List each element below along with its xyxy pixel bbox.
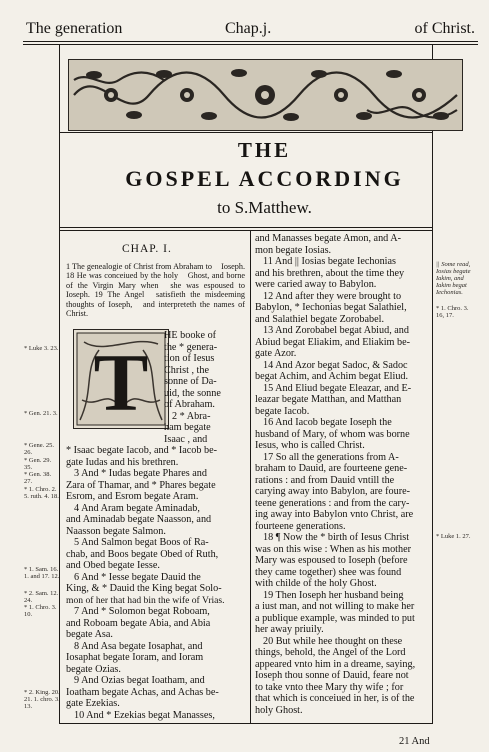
foot-rule: [60, 723, 432, 724]
text-line: and Obed begate Iesse.: [66, 560, 160, 571]
summary-line: Ioseph. 18 He was conceiued by the holy: [66, 262, 245, 281]
text-line: and Manasses begate Amon, and A-: [255, 233, 401, 244]
text-line: 2 * Abra-: [172, 410, 211, 422]
text-line: Iesus, who is called Christ.: [255, 440, 365, 451]
floral-ornament-icon: [69, 60, 462, 130]
chapter-heading: CHAP. I.: [122, 243, 172, 255]
margin-note: * 1. Chro. 3. 16, 17.: [436, 305, 469, 319]
text-line: they came together) shee was found: [255, 566, 402, 578]
text-line: Ioseph thou sonne of Dauid, feare not: [255, 670, 409, 681]
summary-line: she was espoused to Ioseph. 19 The Angel: [66, 280, 245, 300]
margin-note: * 1. Chro. 3. 10.: [24, 604, 57, 618]
text-line: were caried away to Babylon.: [255, 279, 377, 290]
margin-note: * 2. Sam. 12. 24.: [24, 590, 59, 604]
ornamental-headpiece: [68, 59, 463, 131]
running-head-left: The generation: [26, 20, 123, 37]
initial-letter: T: [93, 337, 149, 428]
text-line: was on this wise : When as his mother: [255, 543, 412, 555]
text-line: Isaac , and: [164, 433, 208, 445]
text-line: ing away into Babylon vnto Christ, are: [255, 509, 414, 520]
text-line: begate Ozias.: [66, 663, 121, 675]
text-line: mon of her that had bin the wife of Vrias.: [66, 594, 225, 606]
text-line: Iosaphat begate Ioram, and Ioram: [66, 652, 204, 663]
catchword: 21 And: [399, 736, 430, 747]
title-rule-bottom: [60, 227, 432, 228]
margin-note: * Gen. 21. 3.: [24, 410, 58, 417]
text-line: 8 And Asa begate Iosaphat, and: [74, 640, 203, 652]
head-rule: [23, 41, 478, 42]
text-line: 14 And Azor begat Sadoc, & Sadoc: [263, 359, 408, 371]
margin-note: * Gen. 29. 35.: [24, 457, 52, 471]
text-line: Abiud begat Eliakim, and Eliakim be-: [255, 336, 411, 348]
chapter-summary: [66, 262, 245, 318]
outer-rule-left: [59, 44, 60, 724]
text-line: Esrom, and Esrom begate Aram.: [66, 491, 199, 502]
margin-note: * 1. Chro. 2. 5. ruth. 4. 18.: [24, 486, 59, 500]
text-line: * Isaac begate Iacob, and * Iacob be-: [66, 445, 218, 456]
text-line: Babylon, * Iechonias begat Salathiel,: [255, 302, 407, 313]
text-line: and his brethren, about the time they: [255, 267, 405, 279]
text-line: gate Iudas and his brethren.: [66, 456, 179, 468]
text-line: and Aminadab begate Naasson, and: [66, 514, 212, 525]
margin-note: * Luke 3. 23.: [24, 345, 59, 352]
text-line: and Roboam begate Abia, and Abia: [66, 617, 211, 629]
summary-line: and interpreteth the names of Christ.: [66, 299, 246, 319]
text-line: ham begate: [164, 422, 211, 433]
head-rule-2: [23, 44, 478, 45]
text-line: 16 And Iacob begate Ioseph the: [263, 417, 392, 428]
text-line: 9 And Ozias begat Ioatham, and: [74, 675, 205, 686]
text-line: begate Iacob.: [255, 405, 310, 417]
text-line: chab, and Boos begate Obed of Ruth,: [66, 548, 219, 560]
title-line-matthew: to S.Matthew.: [217, 198, 312, 217]
text-line: mon begate Iosias.: [255, 244, 332, 256]
text-line: sonne of Da-: [164, 376, 217, 387]
title-rule-top: [60, 132, 432, 133]
text-line: husband of Mary, of whom was borne: [255, 428, 410, 440]
text-line: rations : and from Dauid vntill the: [255, 474, 395, 486]
summary-line: satisfieth the misdeeming thoughts of Ioseph,: [66, 290, 246, 309]
text-line: 6 And * Iesse begate Dauid the: [74, 571, 201, 583]
text-line: 4 And Aram begate Aminadab,: [74, 502, 200, 514]
text-line: Ioatham begate Achas, and Achas be-: [66, 686, 219, 698]
margin-note: * 2. King. 20. 21. 1. chro. 3. 13.: [24, 689, 60, 710]
text-line: 18 ¶ Now the * birth of Iesus Christ: [263, 532, 410, 543]
running-head-right: of Christ.: [414, 20, 475, 37]
text-line: her away priuily.: [255, 624, 324, 635]
text-line: 3 And * Iudas begate Phares and: [74, 468, 207, 479]
text-line: 12 And after they were brought to: [263, 290, 402, 302]
text-line: of Abraham.: [164, 399, 215, 410]
text-line: holy Ghost.: [255, 704, 303, 716]
text-line: appeared vnto him in a dreame, saying,: [255, 658, 416, 670]
text-line: braham to Dauid, are fourteene gene-: [255, 463, 408, 474]
text-line: leazar begate Matthan, and Matthan: [255, 394, 402, 405]
text-line: a iust man, and not willing to make her: [255, 601, 415, 612]
text-line: with childe of the holy Ghost.: [255, 578, 377, 589]
margin-note: * Gen. 38. 27.: [24, 471, 52, 485]
text-line: tion of Iesus: [164, 353, 215, 364]
margin-note: * Luke 1. 27.: [436, 533, 471, 540]
text-line: 11 And || Iosias begate Iechonias: [263, 256, 396, 267]
title-line-gospel-according: GOSPEL ACCORDING: [125, 166, 404, 191]
left-column-text: [66, 330, 246, 721]
text-line: 15 And Eliud begate Eleazar, and E-: [263, 382, 412, 394]
summary-line: Ghost, and borne of the Virgin Mary when: [66, 271, 246, 290]
text-line: Christ , the: [164, 364, 209, 376]
text-line: uid, the sonne: [164, 387, 221, 399]
text-line: begate Asa.: [66, 629, 113, 640]
text-line: gate Azor.: [255, 348, 297, 359]
text-line: fourteene generations.: [255, 520, 346, 532]
text-line: gate Ezekias.: [66, 698, 120, 709]
text-line: HE booke of: [164, 330, 217, 341]
text-line: to take vnto thee Mary thy wife ; for: [255, 681, 404, 693]
text-line: 5 And Salmon begat Boos of Ra-: [74, 537, 209, 548]
text-line: carying away into Babylon, are foure-: [255, 486, 411, 497]
title-rule-bottom-2: [60, 230, 432, 231]
summary-line: 1 The genealogie of Christ from Abraham to: [66, 262, 213, 271]
running-head-center: Chap.j.: [225, 20, 272, 37]
column-rule: [250, 231, 251, 724]
text-line: things, behold, the Angel of the Lord: [255, 647, 406, 658]
margin-note: * Gene. 25. 26.: [24, 442, 54, 456]
text-line: 7 And * Solomon begat Roboam,: [74, 606, 210, 617]
text-line: 19 Then Ioseph her husband being: [263, 589, 404, 601]
text-line: and Salathiel begate Zorobabel.: [255, 313, 384, 325]
text-line: 17 So all the generations from A-: [263, 451, 399, 463]
text-line: 10 And * Ezekias begat Manasses,: [74, 709, 215, 721]
text-line: that which is conceiued in her, is of the: [255, 693, 415, 704]
text-line: a publique example, was minded to put: [255, 612, 415, 624]
text-line: Zara of Thamar, and * Phares begate: [66, 479, 216, 491]
text-line: teene generations : and from the cary-: [255, 497, 410, 509]
margin-note: * 1. Sam. 16. 1. and 17. 12.: [24, 566, 60, 580]
text-line: the * genera-: [164, 341, 218, 353]
text-line: 20 But while hee thought on these: [263, 635, 403, 647]
text-line: begat Achim, and Achim begat Eliud.: [255, 371, 409, 382]
margin-note: || Some read, Iosias begate Iakim, and Iakim begat Iechonias.: [436, 261, 471, 296]
text-line: Mary was espoused to Ioseph (before: [255, 555, 408, 566]
title-line-the: THE: [237, 138, 292, 162]
text-line: 13 And Zorobabel begat Abiud, and: [263, 325, 409, 336]
right-column-text: [255, 233, 432, 716]
text-line: King, & * Dauid the King begat Solo-: [66, 583, 222, 594]
text-line: Naasson begate Salmon.: [66, 525, 166, 537]
